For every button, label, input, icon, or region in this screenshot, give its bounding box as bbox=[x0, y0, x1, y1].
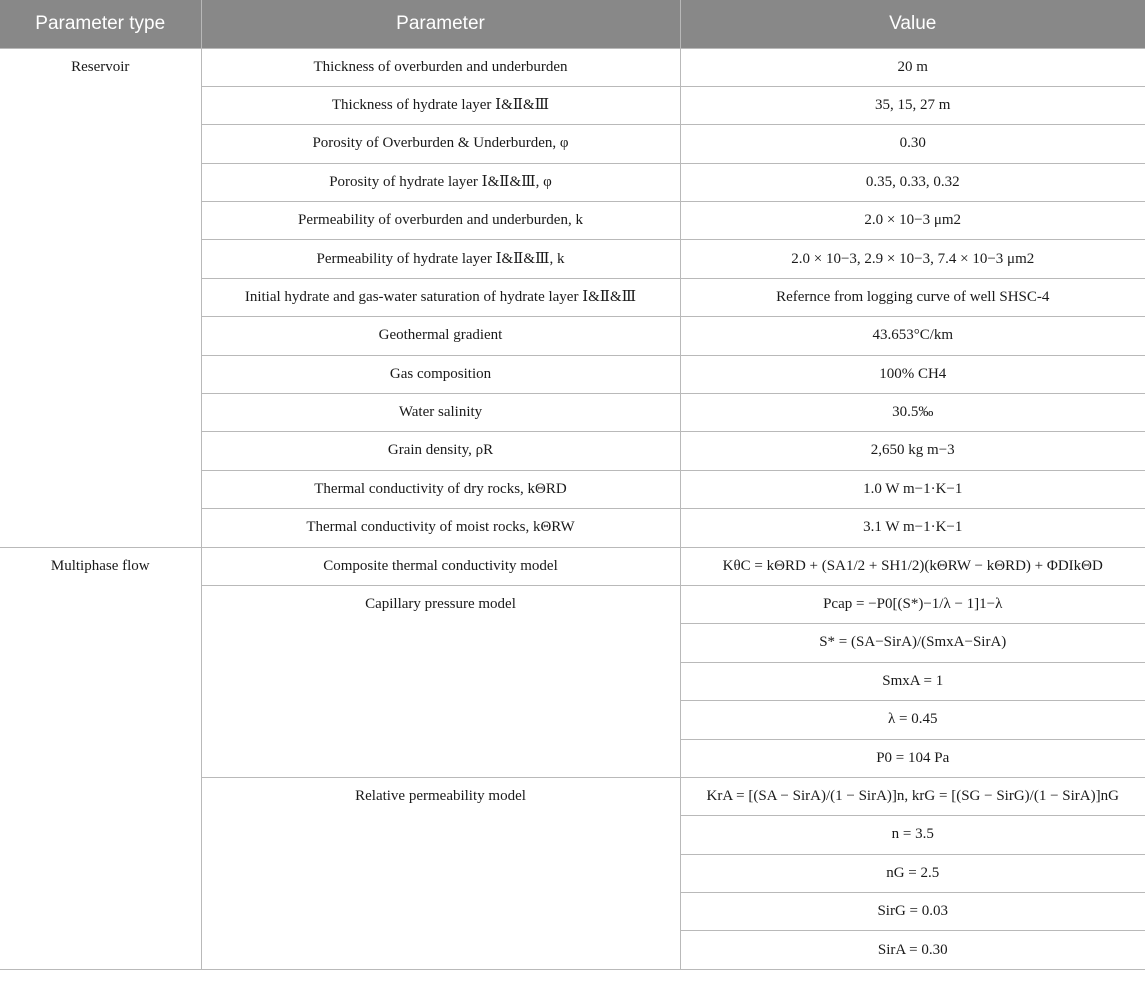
value-cell: 0.30 bbox=[680, 125, 1145, 163]
value-cell: 2,650 kg m−3 bbox=[680, 432, 1145, 470]
value-cell: SmxA = 1 bbox=[680, 662, 1145, 700]
value-cell: KrA = [(SA − SirA)/(1 − SirA)]n, krG = [(SG − SirG)/(1 − SirA)]nG bbox=[680, 777, 1145, 815]
value-cell: S* = (SA−SirA)/(SmxA−SirA) bbox=[680, 624, 1145, 662]
value-cell: 3.1 W m−1·K−1 bbox=[680, 509, 1145, 547]
value-cell: 20 m bbox=[680, 48, 1145, 86]
parameter-cell: Capillary pressure model bbox=[201, 585, 680, 777]
parameter-cell: Permeability of overburden and underburden, k bbox=[201, 202, 680, 240]
parameter-cell: Relative permeability model bbox=[201, 777, 680, 969]
parameter-cell: Gas composition bbox=[201, 355, 680, 393]
parameter-cell: Thermal conductivity of moist rocks, kΘRW bbox=[201, 509, 680, 547]
value-cell: Refernce from logging curve of well SHSC-4 bbox=[680, 278, 1145, 316]
table-row bbox=[0, 48, 1145, 86]
parameter-cell: Porosity of Overburden & Underburden, φ bbox=[201, 125, 680, 163]
parameter-cell: Water salinity bbox=[201, 394, 680, 432]
header-parameter-type: Parameter type bbox=[0, 0, 201, 48]
parameter-cell: Porosity of hydrate layer Ⅰ&Ⅱ&Ⅲ, φ bbox=[201, 163, 680, 201]
value-cell: nG = 2.5 bbox=[680, 854, 1145, 892]
parameter-type-cell: Multiphase flow bbox=[0, 547, 201, 969]
value-cell: 2.0 × 10−3, 2.9 × 10−3, 7.4 × 10−3 μm2 bbox=[680, 240, 1145, 278]
value-cell: KθC = kΘRD + (SA1/2 + SH1/2)(kΘRW − kΘRD) + ΦDIkΘD bbox=[680, 547, 1145, 585]
header-parameter: Parameter bbox=[201, 0, 680, 48]
value-cell: SirA = 0.30 bbox=[680, 931, 1145, 969]
value-cell: 0.35, 0.33, 0.32 bbox=[680, 163, 1145, 201]
parameter-cell: Thickness of overburden and underburden bbox=[201, 48, 680, 86]
value-cell: n = 3.5 bbox=[680, 816, 1145, 854]
parameter-cell: Thermal conductivity of dry rocks, kΘRD bbox=[201, 470, 680, 508]
value-cell: λ = 0.45 bbox=[680, 701, 1145, 739]
value-cell: 100% CH4 bbox=[680, 355, 1145, 393]
value-cell: 30.5‰ bbox=[680, 394, 1145, 432]
parameter-cell: Thickness of hydrate layer Ⅰ&Ⅱ&Ⅲ bbox=[201, 86, 680, 124]
parameter-cell: Grain density, ρR bbox=[201, 432, 680, 470]
value-cell: P0 = 104 Pa bbox=[680, 739, 1145, 777]
parameter-cell: Geothermal gradient bbox=[201, 317, 680, 355]
value-cell: 2.0 × 10−3 μm2 bbox=[680, 202, 1145, 240]
parameter-cell: Initial hydrate and gas-water saturation of hydrate layer Ⅰ&Ⅱ&Ⅲ bbox=[201, 278, 680, 316]
parameter-type-cell: Reservoir bbox=[0, 48, 201, 547]
value-cell: Pcap = −P0[(S*)−1/λ − 1]1−λ bbox=[680, 585, 1145, 623]
value-cell: 35, 15, 27 m bbox=[680, 86, 1145, 124]
parameter-cell: Composite thermal conductivity model bbox=[201, 547, 680, 585]
table-row bbox=[0, 547, 1145, 585]
parameter-cell: Permeability of hydrate layer Ⅰ&Ⅱ&Ⅲ, k bbox=[201, 240, 680, 278]
value-cell: 43.653°C/km bbox=[680, 317, 1145, 355]
value-cell: SirG = 0.03 bbox=[680, 893, 1145, 931]
value-cell: 1.0 W m−1·K−1 bbox=[680, 470, 1145, 508]
header-value: Value bbox=[680, 0, 1145, 48]
header-row bbox=[0, 0, 1145, 48]
